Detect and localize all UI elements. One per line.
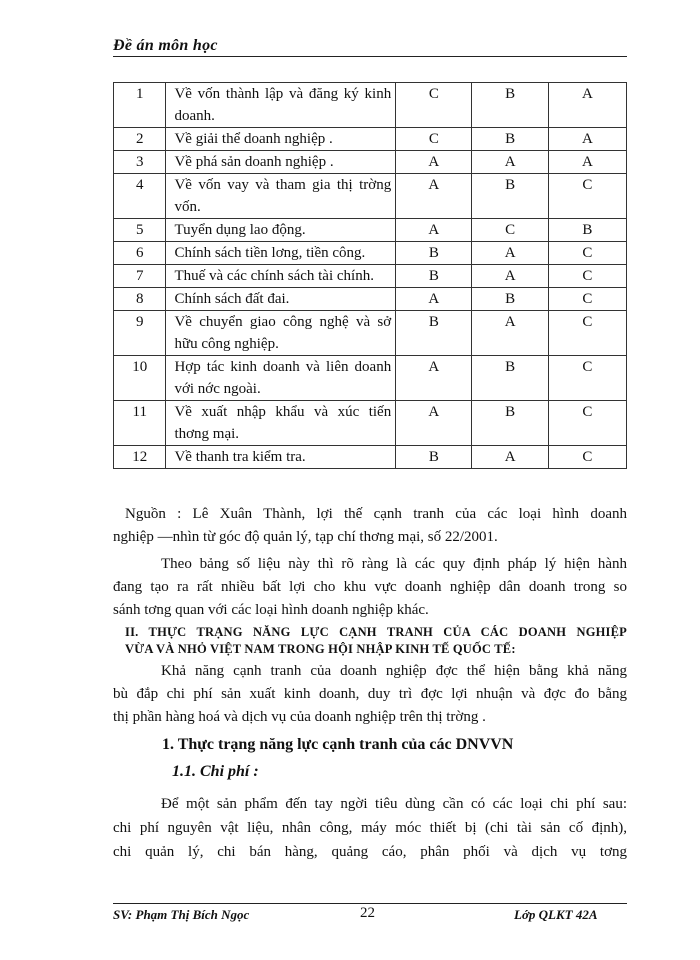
footer-class: Lớp QLKT 42A [514,907,598,922]
rating-cell-1: A [396,151,472,174]
paragraph-line: đang tạo ra rất nhiều bất lợi cho khu vực doanh nghiệp dân doanh trong so [113,579,627,595]
header-title: Đề án môn học [113,37,218,54]
rating-cell-1: B [396,242,472,265]
legal-rating-table [113,82,627,469]
table-row [114,83,627,128]
table-row [114,288,627,311]
subsub-heading: 1.1. Chi phí : [172,763,259,780]
table-row [114,219,627,242]
row-description-cell: Về vốn thành lập và đăng ký kinh doanh. [166,83,396,128]
footer-divider [113,903,627,904]
table-row [114,446,627,469]
rating-cell-1: B [396,311,472,356]
row-number-cell: 5 [114,219,166,242]
table-row [114,151,627,174]
paragraph-1 [113,553,627,622]
rating-cell-3: A [548,151,626,174]
page-number: 22 [360,905,375,921]
row-description-cell: Về chuyển giao công nghệ và sở hữu công nghiệp. [166,311,396,356]
table-body [114,83,627,469]
row-description-cell: Về xuất nhập khẩu và xúc tiến thơng mại. [166,401,396,446]
footer-author: SV: Phạm Thị Bích Ngọc [113,907,250,922]
row-description-cell: Chính sách tiền lơng, tiền công. [166,242,396,265]
rating-cell-2: B [472,128,548,151]
row-number-cell: 9 [114,311,166,356]
row-description-cell: Về giải thể doanh nghiệp . [166,128,396,151]
rating-cell-3: C [548,174,626,219]
table-row [114,265,627,288]
section-heading-line: VỪA VÀ NHỎ VIỆT NAM TRONG HỘI NHẬP KINH TẾ QUỐC TẾ: [125,642,516,656]
rating-cell-1: A [396,174,472,219]
row-number-cell: 8 [114,288,166,311]
rating-cell-2: B [472,83,548,128]
rating-cell-2: A [472,446,548,469]
rating-cell-2: A [472,151,548,174]
row-number-cell: 3 [114,151,166,174]
table-row [114,401,627,446]
row-number-cell: 11 [114,401,166,446]
row-number-cell: 2 [114,128,166,151]
table-row [114,174,627,219]
row-description-cell: Tuyển dụng lao động. [166,219,396,242]
rating-cell-3: C [548,265,626,288]
rating-cell-3: B [548,219,626,242]
paragraph-line: Khả năng cạnh tranh của doanh nghiệp đợc thể hiện bằng khả năng [161,663,627,679]
rating-cell-2: B [472,401,548,446]
rating-cell-1: A [396,401,472,446]
source-note-line: Nguồn : Lê Xuân Thành, lợi thế cạnh tranh của các loại hình doanh [125,506,627,522]
rating-cell-3: C [548,446,626,469]
row-description-cell: Về vốn vay và tham gia thị trờng vốn. [166,174,396,219]
paragraph-line: bù đắp chi phí sản xuất kinh doanh, duy trì đợc lợi nhuận và đợc đo bằng [113,686,627,702]
rating-cell-3: C [548,242,626,265]
row-description-cell: Về phá sản doanh nghiệp . [166,151,396,174]
paragraph-line: Theo bảng số liệu này thì rõ ràng là các quy định pháp lý hiện hành [161,556,627,572]
rating-cell-1: A [396,288,472,311]
table-row [114,128,627,151]
header-divider [113,56,627,57]
source-note-line: nghiệp —nhìn từ góc độ quản lý, tạp chí thơng mại, số 22/2001. [113,529,498,545]
rating-cell-1: C [396,128,472,151]
table-row [114,242,627,265]
paragraph-line: thị phần hàng hoá và dịch vụ của doanh nghiệp trên thị trờng . [113,709,486,725]
rating-cell-3: C [548,401,626,446]
row-number-cell: 10 [114,356,166,401]
rating-cell-2: B [472,174,548,219]
rating-cell-2: C [472,219,548,242]
row-description-cell: Thuế và các chính sách tài chính. [166,265,396,288]
rating-cell-2: B [472,288,548,311]
row-description-cell: Chính sách đất đai. [166,288,396,311]
row-number-cell: 1 [114,83,166,128]
row-number-cell: 12 [114,446,166,469]
paragraph-3 [113,792,627,864]
paragraph-line: chi phí nguyên vật liệu, nhân công, máy móc thiết bị (chi tài sản cố định), [113,820,627,836]
rating-cell-1: A [396,219,472,242]
row-number-cell: 6 [114,242,166,265]
rating-cell-3: A [548,128,626,151]
table-row [114,311,627,356]
paragraph-line: sánh tơng quan với các loại hình doanh nghiệp khác. [113,602,429,618]
rating-cell-1: B [396,265,472,288]
rating-cell-1: A [396,356,472,401]
row-number-cell: 4 [114,174,166,219]
rating-cell-2: A [472,311,548,356]
sub-heading: 1. Thực trạng năng lực cạnh tranh của các DNVVN [162,736,514,753]
rating-cell-2: B [472,356,548,401]
section-heading [125,624,627,658]
rating-cell-2: A [472,265,548,288]
paragraph-line: chi quản lý, chi bán hàng, quảng cáo, phân phối và dịch vụ tơng [113,844,627,860]
rating-cell-3: C [548,288,626,311]
rating-cell-3: A [548,83,626,128]
rating-cell-3: C [548,311,626,356]
paragraph-2 [113,660,627,729]
row-description-cell: Về thanh tra kiểm tra. [166,446,396,469]
row-description-cell: Hợp tác kinh doanh và liên doanh với nớc ngoài. [166,356,396,401]
rating-cell-1: B [396,446,472,469]
rating-cell-2: A [472,242,548,265]
source-note [113,503,627,549]
row-number-cell: 7 [114,265,166,288]
paragraph-line: Để một sản phẩm đến tay ngời tiêu dùng cần có các loại chi phí sau: [161,796,627,812]
rating-cell-3: C [548,356,626,401]
section-heading-line: II. THỰC TRẠNG NĂNG LỰC CẠNH TRANH CỦA CÁC DOANH NGHIỆP [125,625,627,639]
rating-cell-1: C [396,83,472,128]
table-row [114,356,627,401]
